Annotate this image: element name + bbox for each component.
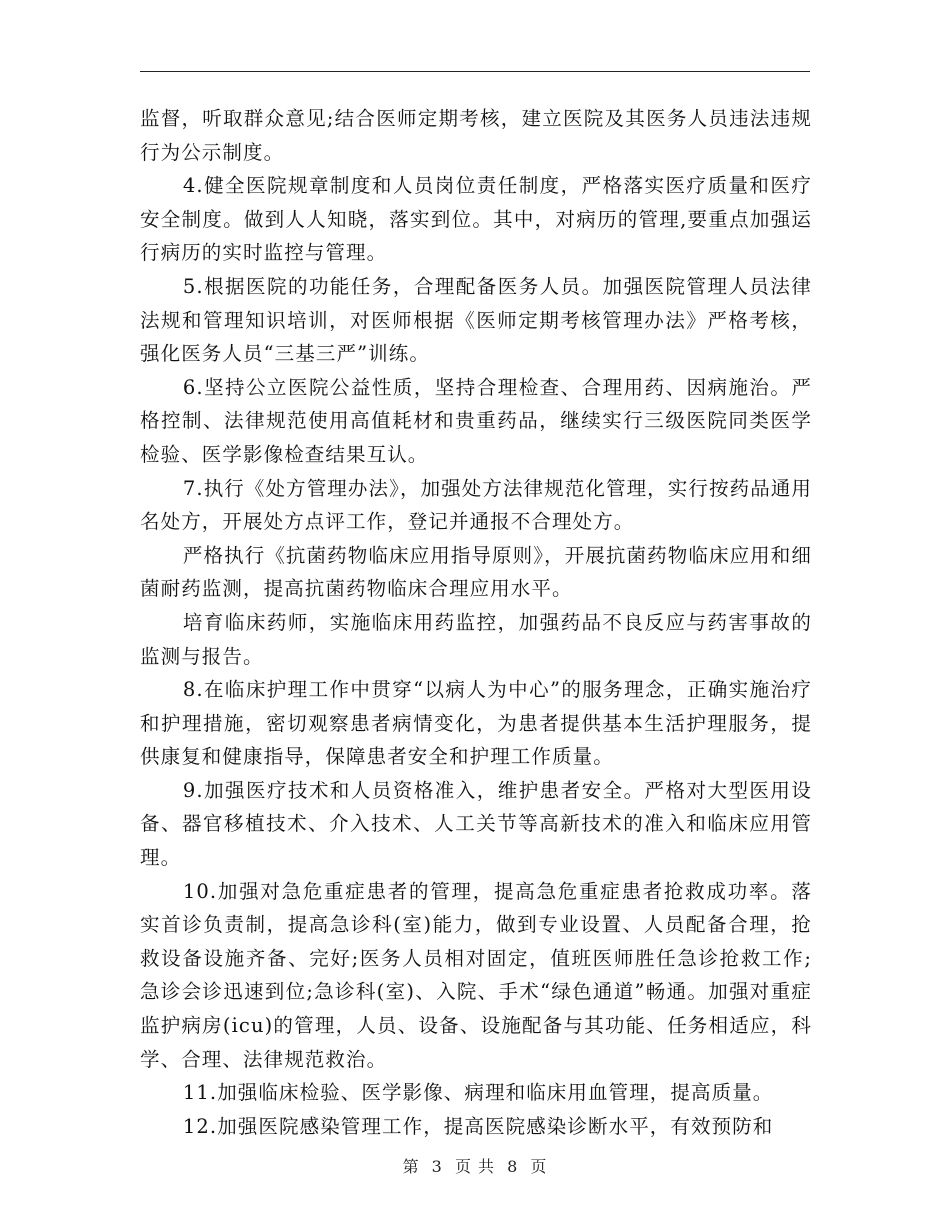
paragraph-item-11: 11.加强临床检验、医学影像、病理和临床用血管理，提高质量。 <box>182 1081 774 1105</box>
paragraph-item-9: 9.加强医疗技术和人员资格准入，维护患者安全。严格对大型医用设备、器官移植技术、介入技术、人工关节等高新技术的准入和临床应用管理。 <box>140 778 812 870</box>
paragraph-item-8: 8.在临床护理工作中贯穿“以病人为中心”的服务理念，正确实施治疗和护理措施，密切观察患者病情变化，为患者提供基本生活护理服务，提供康复和健康指导，保障患者安全和护理工作质量。 <box>140 678 812 769</box>
document-body <box>140 102 812 1143</box>
paragraph-antibiotics: 严格执行《抗菌药物临床应用指导原则》，开展抗菌药物临床应用和细菌耐药监测，提高抗菌药物临床合理应用水平。 <box>140 543 812 601</box>
paragraph-item-10: 10.加强对急危重症患者的管理，提高急危重症患者抢救成功率。落实首诊负责制，提高急诊科(室)能力，做到专业设置、人员配备合理，抢救设备设施齐备、完好;医务人员相对固定，值班医师胜任急诊抢救工作;急诊会诊迅速到位;急诊科(室)、入院、手术“绿色通道”畅通。加强对重症监护病房(icu)的管理，人员、设备、设施配备与其功能、任务相适应，科学、合理、法律规范救治。 <box>140 879 812 1071</box>
paragraph-item-4: 4.健全医院规章制度和人员岗位责任制度，严格落实医疗质量和医疗安全制度。做到人人知晓，落实到位。其中，对病历的管理,要重点加强运行病历的实时监控与管理。 <box>140 174 812 265</box>
footer-middle: 页 共 <box>454 1157 496 1176</box>
paragraph-item-7: 7.执行《处方管理办法》，加强处方法律规范化管理，实行按药品通用名处方，开展处方点评工作，登记并通报不合理处方。 <box>140 476 812 534</box>
paragraph-pharmacists: 培育临床药师，实施临床用药监控，加强药品不良反应与药害事故的监测与报告。 <box>140 610 812 668</box>
footer-prefix: 第 <box>402 1157 420 1176</box>
paragraph-item-5: 5.根据医院的功能任务，合理配备医务人员。加强医院管理人员法律法规和管理知识培训，对医师根据《医师定期考核管理办法》严格考核，强化医务人员“三基三严”训练。 <box>140 274 812 366</box>
paragraph-item-6: 6.坚持公立医院公益性质，坚持合理检查、合理用药、因病施治。严格控制、法律规范使用高值耗材和贵重药品，继续实行三级医院同类医学检验、医学影像检查结果互认。 <box>140 375 812 466</box>
footer-total-pages: 8 <box>507 1157 519 1176</box>
page-footer <box>0 1154 950 1177</box>
paragraph-continuation: 监督，听取群众意见;结合医师定期考核，建立医院及其医务人员违法违规行为公示制度。 <box>140 107 812 164</box>
header-rule <box>140 71 810 72</box>
footer-suffix: 页 <box>530 1157 548 1176</box>
footer-current-page: 3 <box>431 1157 443 1176</box>
paragraph-item-12: 12.加强医院感染管理工作，提高医院感染诊断水平，有效预防和 <box>182 1114 774 1138</box>
